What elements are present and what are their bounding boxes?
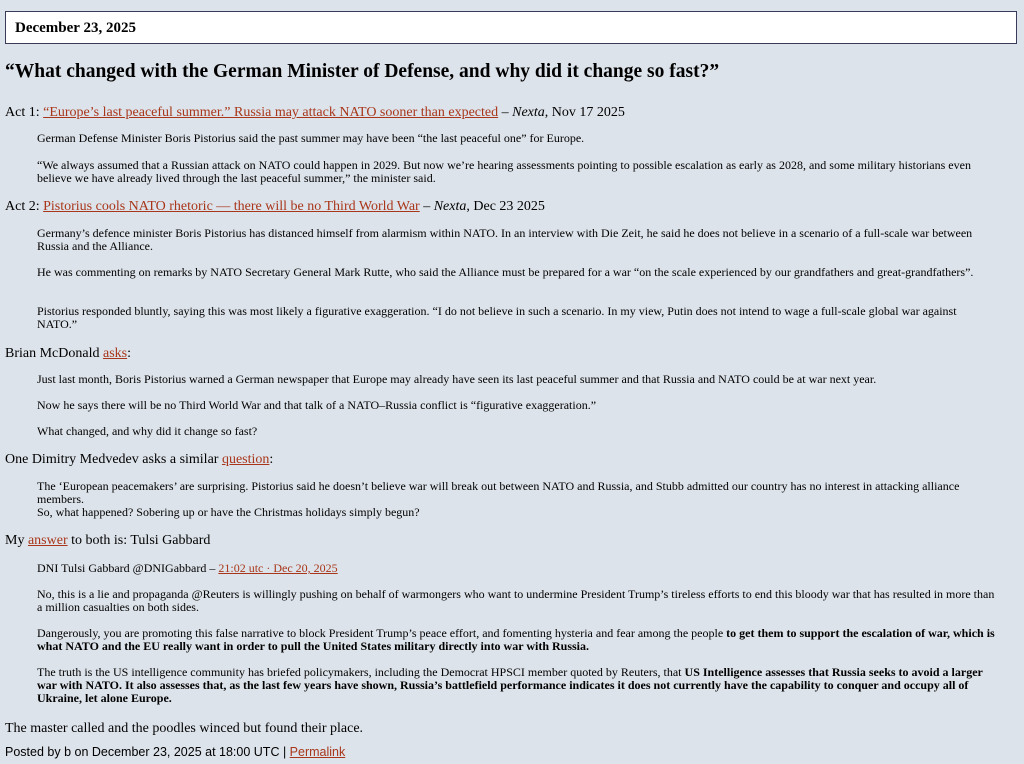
answer-link[interactable]: answer	[27, 533, 68, 548]
post-footer	[5, 745, 345, 760]
brian-quote-1: Just last month, Boris Pistorius warned a German newspaper that Europe may already have seen its last peaceful summer and that Russia and NATO could be at war next year.	[37, 372, 877, 386]
act2-source: Nexta	[433, 199, 467, 214]
act1-link[interactable]: “Europe’s last peaceful summer.” Russia may attack NATO sooner than expected	[43, 105, 499, 120]
act1-lead	[5, 104, 625, 121]
date-text: December 23, 2025	[15, 20, 136, 36]
tweet-paragraph-2	[37, 627, 997, 653]
act1-dash: –	[498, 105, 513, 120]
tweet-author: DNI Tulsi Gabbard @DNIGabbard –	[37, 561, 219, 575]
act2-prefix: Act 2:	[5, 199, 44, 214]
brian-quote-2: Now he says there will be no Third World War and that talk of a NATO–Russia conflict is “figurative exaggeration.”	[37, 398, 597, 412]
act1-quote-2: “We always assumed that a Russian attack on NATO could happen in 2029. But now we’re hearing assessments pointing to possible escalation as early as 2028, and some military historians even believe we have already lived through the last peaceful summer,” the minister said.	[37, 158, 971, 185]
act2-dash: –	[419, 199, 434, 214]
answer-prefix: My	[5, 533, 28, 548]
answer-lead	[5, 532, 210, 549]
brian-lead	[5, 345, 131, 362]
dimitry-quote	[37, 480, 997, 519]
act2-lead	[5, 198, 545, 215]
act1-prefix: Act 1:	[5, 105, 44, 120]
brian-asks-link[interactable]: asks	[102, 346, 128, 361]
act2-link[interactable]: Pistorius cools NATO rhetoric — there will be no Third World War	[43, 199, 420, 214]
tweet-paragraph-1: No, this is a lie and propaganda @Reuters is willingly pushing on behalf of warmongers who want to undermine President Trump’s tireless efforts to end this bloody war that has resulted in more than a million casualties on both sides.	[37, 587, 995, 614]
act1-quote-1: German Defense Minister Boris Pistorius said the past summer may have been “the last peaceful one” for Europe.	[37, 131, 585, 145]
act2-date: , Dec 23 2025	[466, 199, 545, 214]
brian-suffix: :	[127, 346, 131, 361]
act1-date: , Nov 17 2025	[544, 105, 625, 120]
permalink-link[interactable]: Permalink	[289, 745, 346, 759]
brian-quote-3: What changed, and why did it change so fast?	[37, 424, 258, 438]
post-title: “What changed with the German Minister of Defense, and why did it change so fast?”	[5, 61, 720, 82]
dimitry-quote-line-1: The ‘European peacemakers’ are surprising. Pistorius said he doesn’t believe war will break out between NATO and Russia, and Stubb admitted our country has no interest in attacking alliance members.	[37, 479, 960, 506]
act2-quote-3: Pistorius responded bluntly, saying this was most likely a figurative exaggeration. “I do not believe in such a scenario. In my view, Putin does not intend to wage a full-scale global war against NATO.”	[37, 304, 957, 331]
dimitry-prefix: One Dimitry Medvedev asks a similar	[5, 452, 222, 467]
act2-quote-1: Germany’s defence minister Boris Pistorius has distanced himself from alarmism within NATO. In an interview with Die Zeit, he said he does not believe in a scenario of a full-scale war between Russia and the Alliance.	[37, 226, 973, 253]
tweet-p3-bold: US Intelligence assesses that Russia seeks to avoid a larger war with NATO. It also assesses that, as the last few years have shown, Russia’s battlefield performance indicates it does not currently have the capability to conquer and occupy all of Ukraine, let alone Europe.	[37, 665, 983, 705]
act2-quote-2: He was commenting on remarks by NATO Secretary General Mark Rutte, who said the Alliance must be prepared for a war “on the scale experienced by our grandfathers and great-grandfathers”.	[37, 265, 974, 279]
brian-prefix: Brian McDonald	[5, 346, 103, 361]
dimitry-quote-line-2: So, what happened? Sobering up or have the Christmas holidays simply begun?	[37, 505, 420, 519]
footer-text: Posted by b on December 23, 2025 at 18:00 UTC |	[5, 745, 290, 759]
tweet-p2-plain: Dangerously, you are promoting this false narrative to block President Trump’s peace effort, and fomenting hysteria and fear among the people	[37, 626, 727, 640]
tweet-paragraph-3	[37, 666, 997, 705]
closing-line: The master called and the poodles winced but found their place.	[5, 721, 364, 736]
answer-suffix: to both is: Tulsi Gabbard	[67, 533, 211, 548]
tweet-time-link[interactable]: 21:02 utc · Dec 20, 2025	[218, 561, 338, 575]
tweet-p2-bold: to get them to support the escalation of war, which is what NATO and the EU really want in order to pull the United States military directly into war with Russia.	[37, 626, 995, 653]
tweet-header	[37, 562, 997, 575]
dimitry-lead	[5, 451, 273, 468]
dimitry-suffix: :	[269, 452, 274, 467]
dimitry-question-link[interactable]: question	[221, 452, 270, 467]
act1-source: Nexta	[512, 105, 545, 120]
date-header	[5, 11, 1017, 44]
tweet-p3-plain: The truth is the US intelligence community has briefed policymakers, including the Democrat HPSCI member quoted by Reuters, that	[37, 665, 685, 679]
